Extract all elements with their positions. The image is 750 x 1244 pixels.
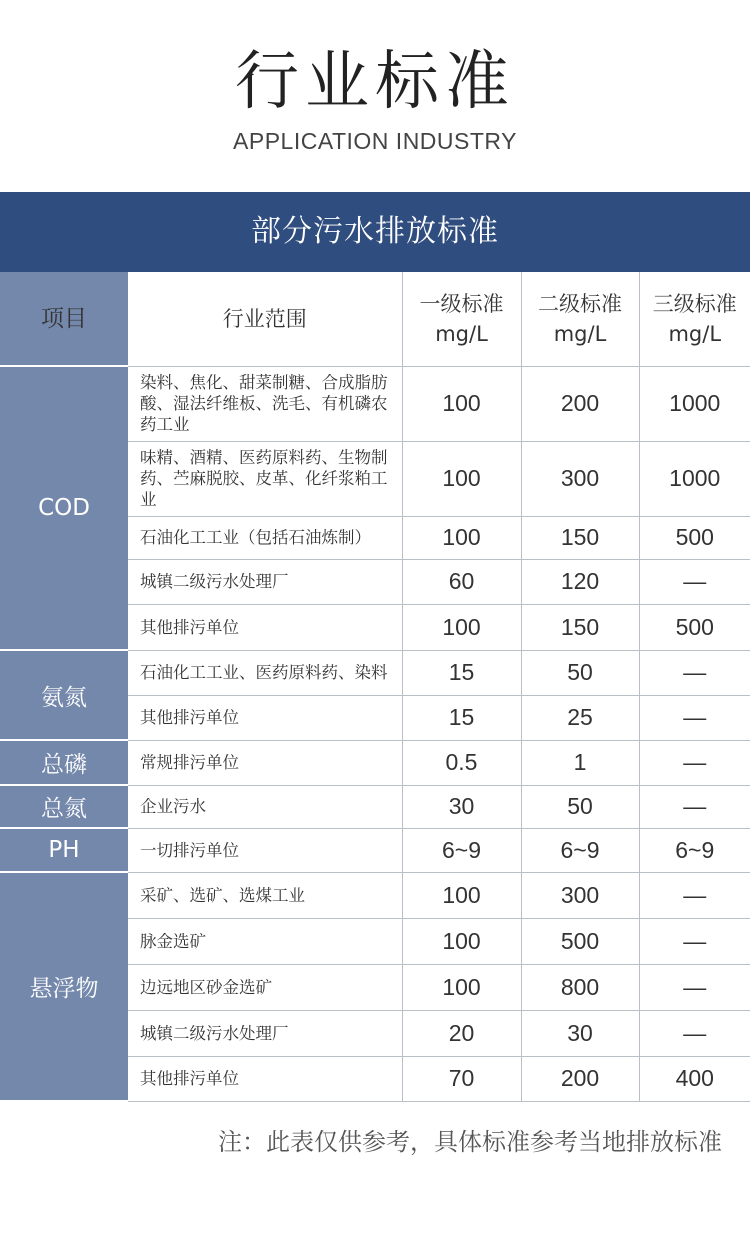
level1-cell: 100 xyxy=(402,441,521,516)
level1-cell: 70 xyxy=(402,1056,521,1101)
table-header-row xyxy=(0,272,750,366)
table-row xyxy=(0,740,750,785)
item-ph: PH xyxy=(0,828,128,872)
header-level3-unit: mg/L xyxy=(668,321,722,346)
level1-cell: 100 xyxy=(402,872,521,918)
header-item: 项目 xyxy=(0,272,128,366)
level2-cell: 200 xyxy=(521,366,639,441)
level2-cell: 1 xyxy=(521,740,639,785)
level1-cell: 15 xyxy=(402,650,521,695)
item-total-nitrogen: 总氮 xyxy=(0,785,128,828)
level1-cell: 15 xyxy=(402,695,521,740)
scope-cell: 城镇二级污水处理厂 xyxy=(128,1010,402,1056)
level2-cell: 30 xyxy=(521,1010,639,1056)
level3-cell: — xyxy=(639,650,750,695)
footnote: 注：此表仅供参考，具体标准参考当地排放标准 xyxy=(218,1128,722,1156)
level3-cell: 1000 xyxy=(639,366,750,441)
page-title: 行业标准 xyxy=(235,45,515,119)
level2-cell: 50 xyxy=(521,785,639,828)
header-level3-label: 三级标准 xyxy=(652,291,737,316)
header-scope: 行业范围 xyxy=(128,272,402,366)
standards-table xyxy=(0,272,750,1102)
scope-cell: 城镇二级污水处理厂 xyxy=(128,559,402,604)
table-row xyxy=(0,366,750,441)
level1-cell: 100 xyxy=(402,964,521,1010)
scope-cell: 脉金选矿 xyxy=(128,918,402,964)
header-level2-label: 二级标准 xyxy=(538,291,622,316)
level2-cell: 6~9 xyxy=(521,828,639,872)
header-level1-unit: mg/L xyxy=(435,321,488,346)
level1-cell: 60 xyxy=(402,559,521,604)
page-subtitle: APPLICATION INDUSTRY xyxy=(233,128,517,154)
scope-cell: 其他排污单位 xyxy=(128,604,402,650)
scope-cell: 味精、酒精、医药原料药、生物制药、苎麻脱胶、皮革、化纤浆粕工业 xyxy=(128,441,402,516)
level1-cell: 6~9 xyxy=(402,828,521,872)
level3-cell: — xyxy=(639,872,750,918)
level3-cell: 1000 xyxy=(639,441,750,516)
scope-cell: 染料、焦化、甜菜制糖、合成脂肪酸、湿法纤维板、洗毛、有机磷农药工业 xyxy=(128,366,402,441)
level3-cell: 500 xyxy=(639,604,750,650)
level3-cell: — xyxy=(639,918,750,964)
item-ammonia: 氨氮 xyxy=(0,650,128,740)
level1-cell: 0.5 xyxy=(402,740,521,785)
level2-cell: 25 xyxy=(521,695,639,740)
item-cod: COD xyxy=(0,366,128,650)
level3-cell: — xyxy=(639,964,750,1010)
header-level2-unit: mg/L xyxy=(553,321,607,346)
scope-cell: 其他排污单位 xyxy=(128,695,402,740)
header-level2 xyxy=(521,272,639,366)
level1-cell: 100 xyxy=(402,516,521,559)
level2-cell: 150 xyxy=(521,604,639,650)
table-row xyxy=(0,872,750,918)
scope-cell: 其他排污单位 xyxy=(128,1056,402,1101)
level3-cell: 400 xyxy=(639,1056,750,1101)
level3-cell: 6~9 xyxy=(639,828,750,872)
scope-cell: 边远地区砂金选矿 xyxy=(128,964,402,1010)
level2-cell: 200 xyxy=(521,1056,639,1101)
level2-cell: 800 xyxy=(521,964,639,1010)
level2-cell: 300 xyxy=(521,441,639,516)
level1-cell: 100 xyxy=(402,918,521,964)
table-row xyxy=(0,828,750,872)
item-suspended-solids: 悬浮物 xyxy=(0,872,128,1101)
level3-cell: — xyxy=(639,740,750,785)
item-total-phosphorus: 总磷 xyxy=(0,740,128,785)
level2-cell: 150 xyxy=(521,516,639,559)
scope-cell: 常规排污单位 xyxy=(128,740,402,785)
level3-cell: — xyxy=(639,559,750,604)
table-banner: 部分污水排放标准 xyxy=(0,192,750,272)
level2-cell: 500 xyxy=(521,918,639,964)
level1-cell: 30 xyxy=(402,785,521,828)
header-level1 xyxy=(402,272,521,366)
scope-cell: 石油化工工业（包括石油炼制） xyxy=(128,516,402,559)
scope-cell: 采矿、选矿、选煤工业 xyxy=(128,872,402,918)
header-level1-label: 一级标准 xyxy=(419,291,504,316)
level3-cell: — xyxy=(639,785,750,828)
level2-cell: 120 xyxy=(521,559,639,604)
level3-cell: — xyxy=(639,695,750,740)
scope-cell: 石油化工工业、医药原料药、染料 xyxy=(128,650,402,695)
level1-cell: 20 xyxy=(402,1010,521,1056)
level3-cell: 500 xyxy=(639,516,750,559)
level3-cell: — xyxy=(639,1010,750,1056)
table-row xyxy=(0,650,750,695)
level2-cell: 50 xyxy=(521,650,639,695)
level2-cell: 300 xyxy=(521,872,639,918)
scope-cell: 企业污水 xyxy=(128,785,402,828)
table-row xyxy=(0,785,750,828)
level1-cell: 100 xyxy=(402,366,521,441)
header-level3 xyxy=(639,272,750,366)
level1-cell: 100 xyxy=(402,604,521,650)
scope-cell: 一切排污单位 xyxy=(128,828,402,872)
